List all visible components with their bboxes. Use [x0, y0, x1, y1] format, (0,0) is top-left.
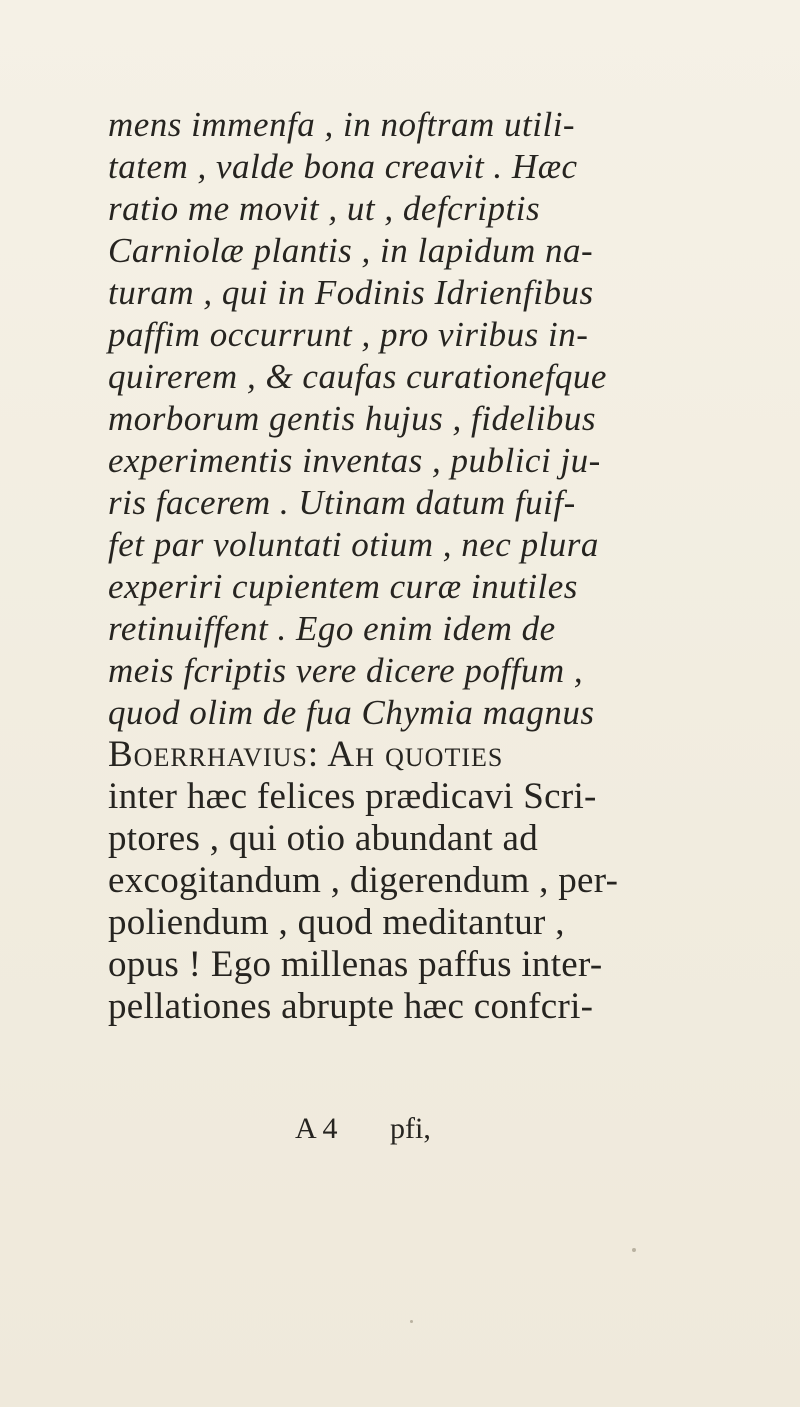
text-line-12: experiri cupientem curæ inutiles	[108, 567, 578, 606]
paper-speck	[410, 1320, 413, 1323]
text-line-1: mens immenfa , in noftram utili-	[108, 105, 576, 144]
text-line-9: experimentis inventas , publici ju-	[108, 441, 601, 480]
text-line-21: opus ! Ego millenas paffus inter-	[108, 944, 603, 985]
text-line-11: fet par voluntati otium , nec plura	[108, 525, 599, 564]
page-footer	[295, 1112, 595, 1146]
text-line-6: paffim occurrunt , pro viribus in-	[108, 315, 589, 354]
text-line-2: tatem , valde bona creavit . Hæc	[108, 147, 578, 186]
text-line-10: ris facerem . Utinam datum fuif-	[108, 483, 576, 522]
text-line-16: Boerrhavius: Ah quoties	[108, 734, 504, 775]
body-text	[108, 104, 798, 1028]
text-line-15: quod olim de fua Chymia magnus	[108, 693, 595, 732]
text-line-5: turam , qui in Fodinis Idrienfibus	[108, 273, 594, 312]
text-line-19: excogitandum , digerendum , per-	[108, 860, 619, 901]
text-line-3: ratio me movit , ut , defcriptis	[108, 189, 541, 228]
text-line-7: quirerem , & caufas curationefque	[108, 357, 607, 396]
text-line-17: inter hæc felices prædicavi Scri-	[108, 776, 597, 817]
catchword: pfi,	[390, 1112, 431, 1145]
text-line-20: poliendum , quod meditantur ,	[108, 902, 565, 943]
text-line-14: meis fcriptis vere dicere poffum ,	[108, 651, 584, 690]
text-line-8: morborum gentis hujus , fidelibus	[108, 399, 597, 438]
text-line-13: retinuiffent . Ego enim idem de	[108, 609, 556, 648]
text-line-4: Carniolæ plantis , in lapidum na-	[108, 231, 594, 270]
paper-speck	[632, 1248, 636, 1252]
text-line-22: pellationes abrupte hæc confcri-	[108, 986, 594, 1027]
signature-mark: A 4	[295, 1112, 338, 1145]
text-line-18: ptores , qui otio abundant ad	[108, 818, 539, 859]
